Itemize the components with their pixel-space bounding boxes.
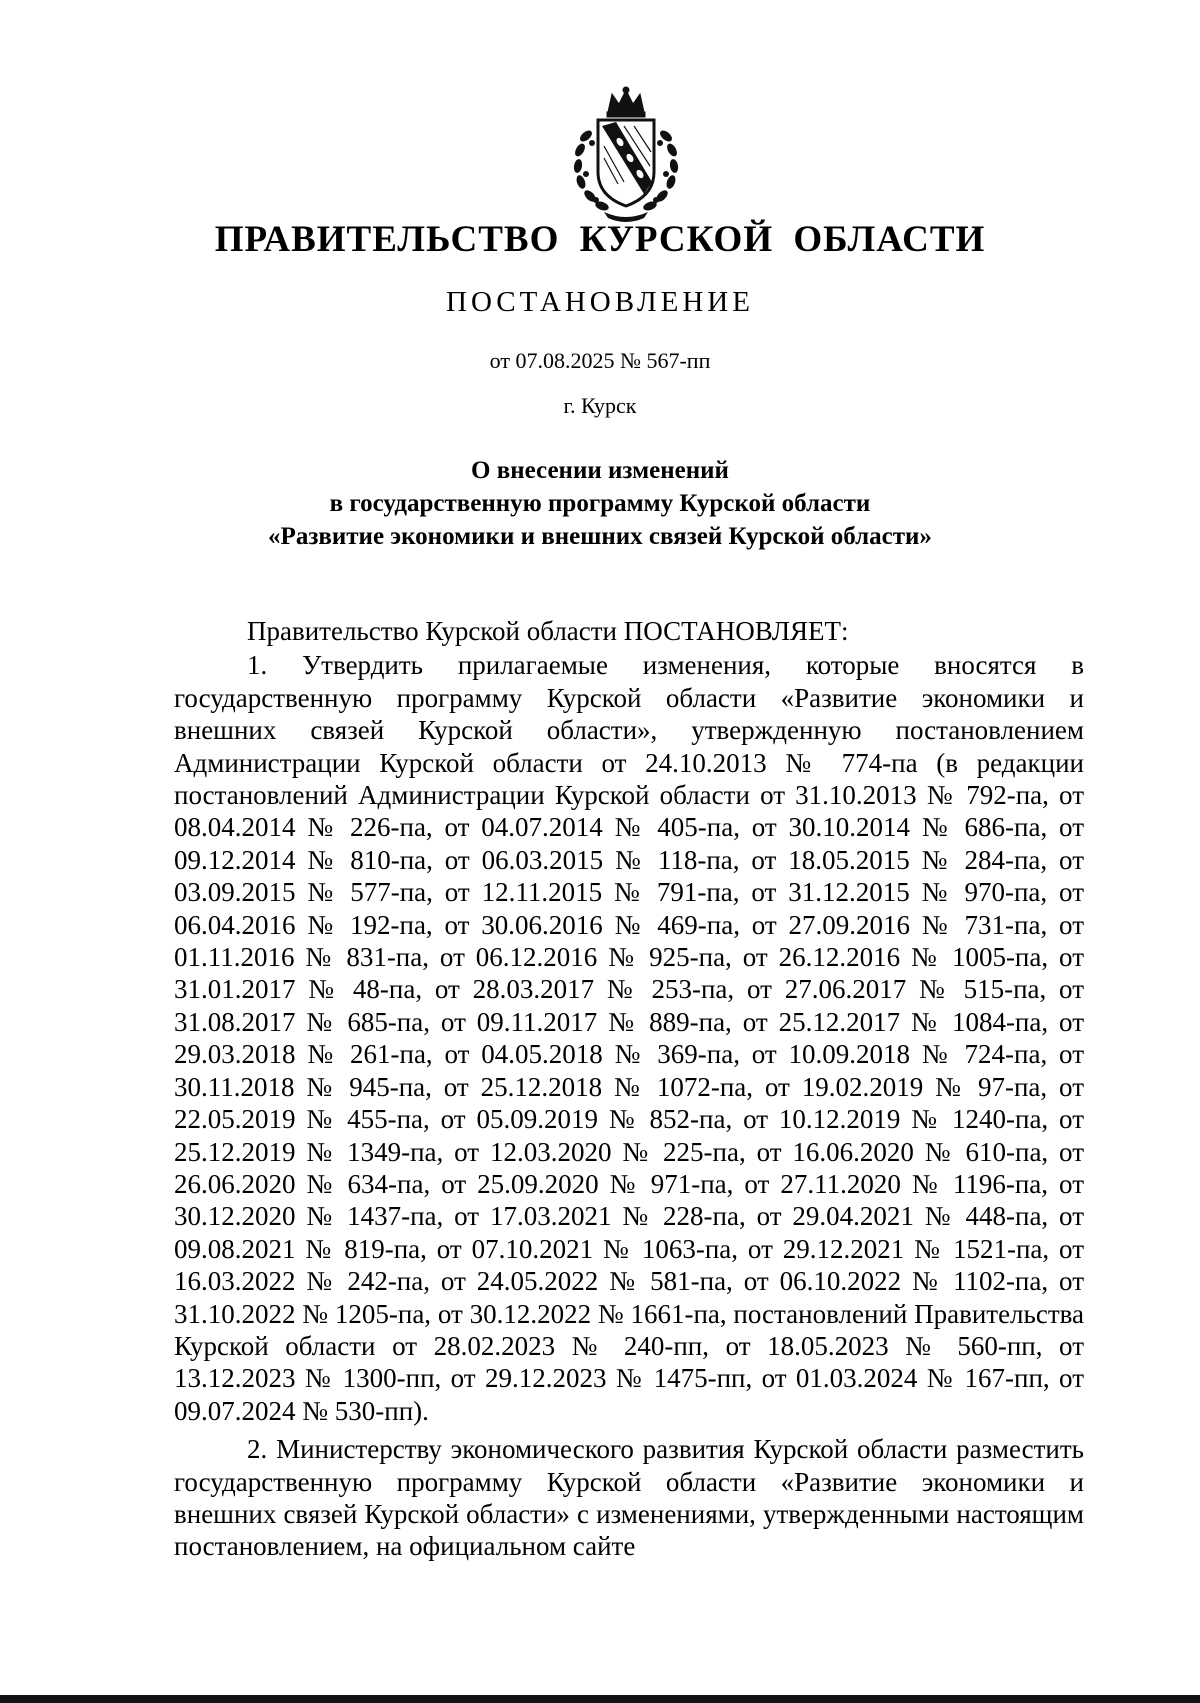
document-city: г. Курск	[563, 393, 637, 418]
document-subject	[0, 454, 1200, 553]
document-type: ПОСТАНОВЛЕНИЕ	[446, 286, 754, 318]
subject-line-3: «Развитие экономики и внешних связей Курской области»	[268, 523, 932, 550]
scan-border-line	[0, 1695, 1200, 1703]
government-title: ПРАВИТЕЛЬСТВО КУРСКОЙ ОБЛАСТИ	[214, 219, 986, 260]
document-body	[174, 615, 1084, 1563]
subject-line-1: О внесении изменений	[471, 457, 729, 484]
preamble-paragraph: Правительство Курской области ПОСТАНОВЛЯЕТ:	[247, 616, 849, 646]
subject-line-2: в государственную программу Курской области	[329, 490, 871, 517]
kursk-coat-of-arms-icon	[564, 86, 688, 222]
document-date-number: от 07.08.2025 № 567-пп	[489, 348, 711, 373]
item-2-paragraph: 2. Министерству экономического развития Курской области разместить государственную программу Курской области «Развитие экономики и внешних связей Курской области» с изменениями, утвержденными настоящим постановлением, на официальном сайте	[174, 1434, 1084, 1562]
item-1-paragraph: 1. Утвердить прилагаемые изменения, которые вносятся в государственную программу Курской области «Развитие экономики и внешних связей Курской области», утвержденную постановлением Администрации Курской области от 24.10.2013 № 774-па (в редакции постановлений Администрации Курской области от 31.10.2013 № 792-па, от 08.04.2014 № 226-па, от 04.07.2014 № 405-па, от 30.10.2014 № 686-па, от 09.12.2014 № 810-па, от 06.03.2015 № 118-па, от 18.05.2015 № 284-па, от 03.09.2015 № 577-па, от 12.11.2015 № 791-па, от 31.12.2015 № 970-па, от 06.04.2016 № 192-па, от 30.06.2016 № 469-па, от 27.09.2016 № 731-па, от 01.11.2016 № 831-па, от 06.12.2016 № 925-па, от 26.12.2016 № 1005-па, от 31.01.2017 № 48-па, от 28.03.2017 № 253-па, от 27.06.2017 № 515-па, от 31.08.2017 № 685-па, от 09.11.2017 № 889-па, от 25.12.2017 № 1084-па, от 29.03.2018 № 261-па, от 04.05.2018 № 369-па, от 10.09.2018 № 724-па, от 30.11.2018 № 945-па, от 25.12.2018 № 1072-па, от 19.02.2019 № 97-па, от 22.05.2019 № 455-па, от 05.09.2019 № 852-па, от 10.12.2019 № 1240-па, от 25.12.2019 № 1349-па, от 12.03.2020 № 225-па, от 16.06.2020 № 610-па, от 26.06.2020 № 634-па, от 25.09.2020 № 971-па, от 27.11.2020 № 1196-па, от 30.12.2020 № 1437-па, от 17.03.2021 № 228-па, от 29.04.2021 № 448-па, от 09.08.2021 № 819-па, от 07.10.2021 № 1063-па, от 29.12.2021 № 1521-па, от 16.03.2022 № 242-па, от 24.05.2022 № 581-па, от 06.10.2022 № 1102-па, от 31.10.2022 № 1205-па, от 30.12.2022 № 1661-па, постановлений Правительства Курской области от 28.02.2023 № 240-пп, от 18.05.2023 № 560-пп, от 13.12.2023 № 1300-пп, от 29.12.2023 № 1475-пп, от 01.03.2024 № 167-пп, от 09.07.2024 № 530-пп).	[174, 650, 1084, 1426]
